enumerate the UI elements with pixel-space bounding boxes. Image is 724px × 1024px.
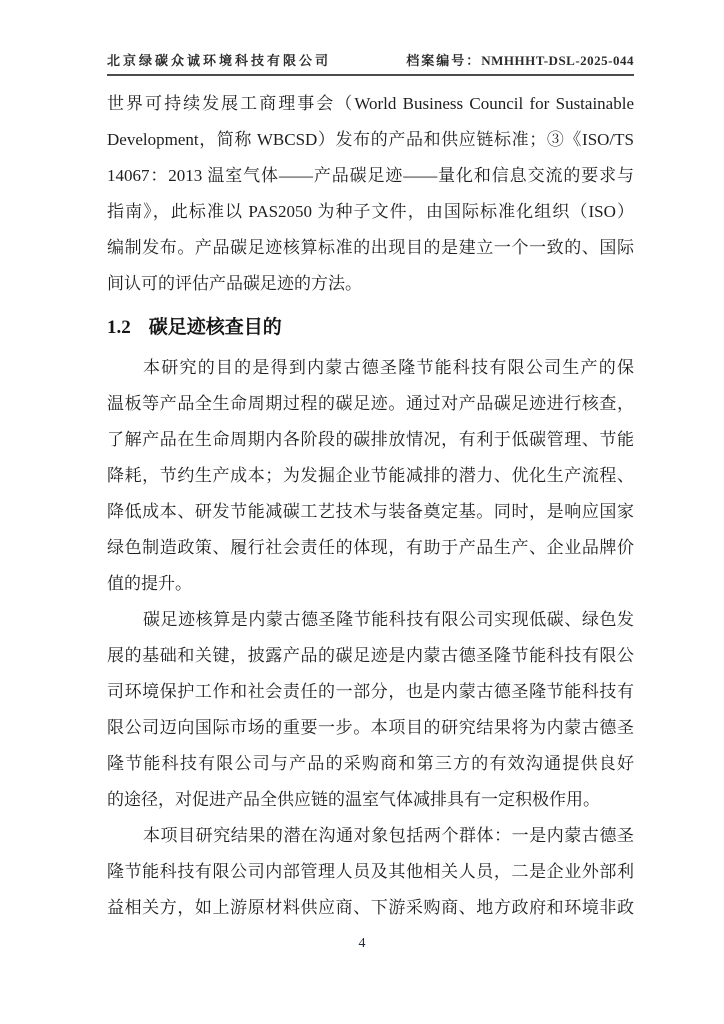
text-line: 展的基础和关键，披露产品的碳足迹是内蒙古德圣隆节能科技有限公 bbox=[107, 646, 634, 665]
page-number: 4 bbox=[358, 936, 366, 951]
text-line: 的途径，对促进产品全供应链的温室气体减排具有一定积极作用。 bbox=[107, 790, 600, 809]
text-line: 降耗，节约生产成本；为发掘企业节能减排的潜力、优化生产流程、 bbox=[107, 466, 634, 485]
page-header bbox=[107, 50, 634, 76]
text-line: 司环境保护工作和社会责任的一部分，也是内蒙古德圣隆节能科技有 bbox=[107, 682, 634, 701]
text-line: 编制发布。产品碳足迹核算标准的出现目的是建立一个一致的、国际 bbox=[107, 238, 634, 257]
text-line: 指南》，此标准以 PAS2050 为种子文件，由国际标准化组织（ISO） bbox=[107, 202, 634, 221]
text-line: 碳足迹核算是内蒙古德圣隆节能科技有限公司实现低碳、绿色发 bbox=[143, 610, 634, 629]
header-archive-number bbox=[406, 50, 634, 69]
text-line: 14067：2013 温室气体——产品碳足迹——量化和信息交流的要求与 bbox=[107, 166, 634, 185]
text-line: 隆节能科技有限公司与产品的采购商和第三方的有效沟通提供良好 bbox=[107, 754, 634, 773]
text-line: 本项目研究结果的潜在沟通对象包括两个群体：一是内蒙古德圣 bbox=[143, 826, 634, 845]
paragraph-3 bbox=[107, 602, 634, 818]
text-line: 温板等产品全生命周期过程的碳足迹。通过对产品碳足迹进行核查， bbox=[107, 394, 634, 413]
archive-label: 档案编号： bbox=[406, 53, 482, 68]
section-title: 碳足迹核查目的 bbox=[148, 317, 282, 338]
text-line: 益相关方，如上游原材料供应商、下游采购商、地方政府和环境非政 bbox=[107, 898, 634, 917]
document-body bbox=[107, 86, 634, 926]
text-line: 限公司迈向国际市场的重要一步。本项目的研究结果将为内蒙古德圣 bbox=[107, 718, 634, 737]
text-line: 绿色制造政策、履行社会责任的体现，有助于产品生产、企业品牌价 bbox=[107, 538, 634, 557]
text-line: 本研究的目的是得到内蒙古德圣隆节能科技有限公司生产的保 bbox=[143, 358, 634, 377]
text-line: 降低成本、研发节能减碳工艺技术与装备奠定基。同时，是响应国家 bbox=[107, 502, 634, 521]
paragraph-2 bbox=[107, 350, 634, 602]
text-line: 隆节能科技有限公司内部管理人员及其他相关人员，二是企业外部利 bbox=[107, 862, 634, 881]
text-line: 世界可持续发展工商理事会（World Business Council for Sustainable bbox=[107, 94, 634, 113]
archive-number-value: NMHHHT-DSL-2025-044 bbox=[481, 53, 634, 68]
paragraph-1 bbox=[107, 86, 634, 302]
text-line: 间认可的评估产品碳足迹的方法。 bbox=[107, 274, 362, 293]
page-footer bbox=[0, 936, 724, 952]
section-heading-1-2 bbox=[107, 310, 634, 346]
text-line: 了解产品在生命周期内各阶段的碳排放情况，有利于低碳管理、节能 bbox=[107, 430, 634, 449]
paragraph-4 bbox=[107, 818, 634, 926]
section-number: 1.2 bbox=[107, 317, 131, 338]
header-company-name: 北京绿碳众诚环境科技有限公司 bbox=[107, 53, 332, 68]
text-line: Development，简称 WBCSD）发布的产品和供应链标准；③《ISO/TS bbox=[107, 130, 634, 149]
text-line: 值的提升。 bbox=[107, 574, 192, 593]
